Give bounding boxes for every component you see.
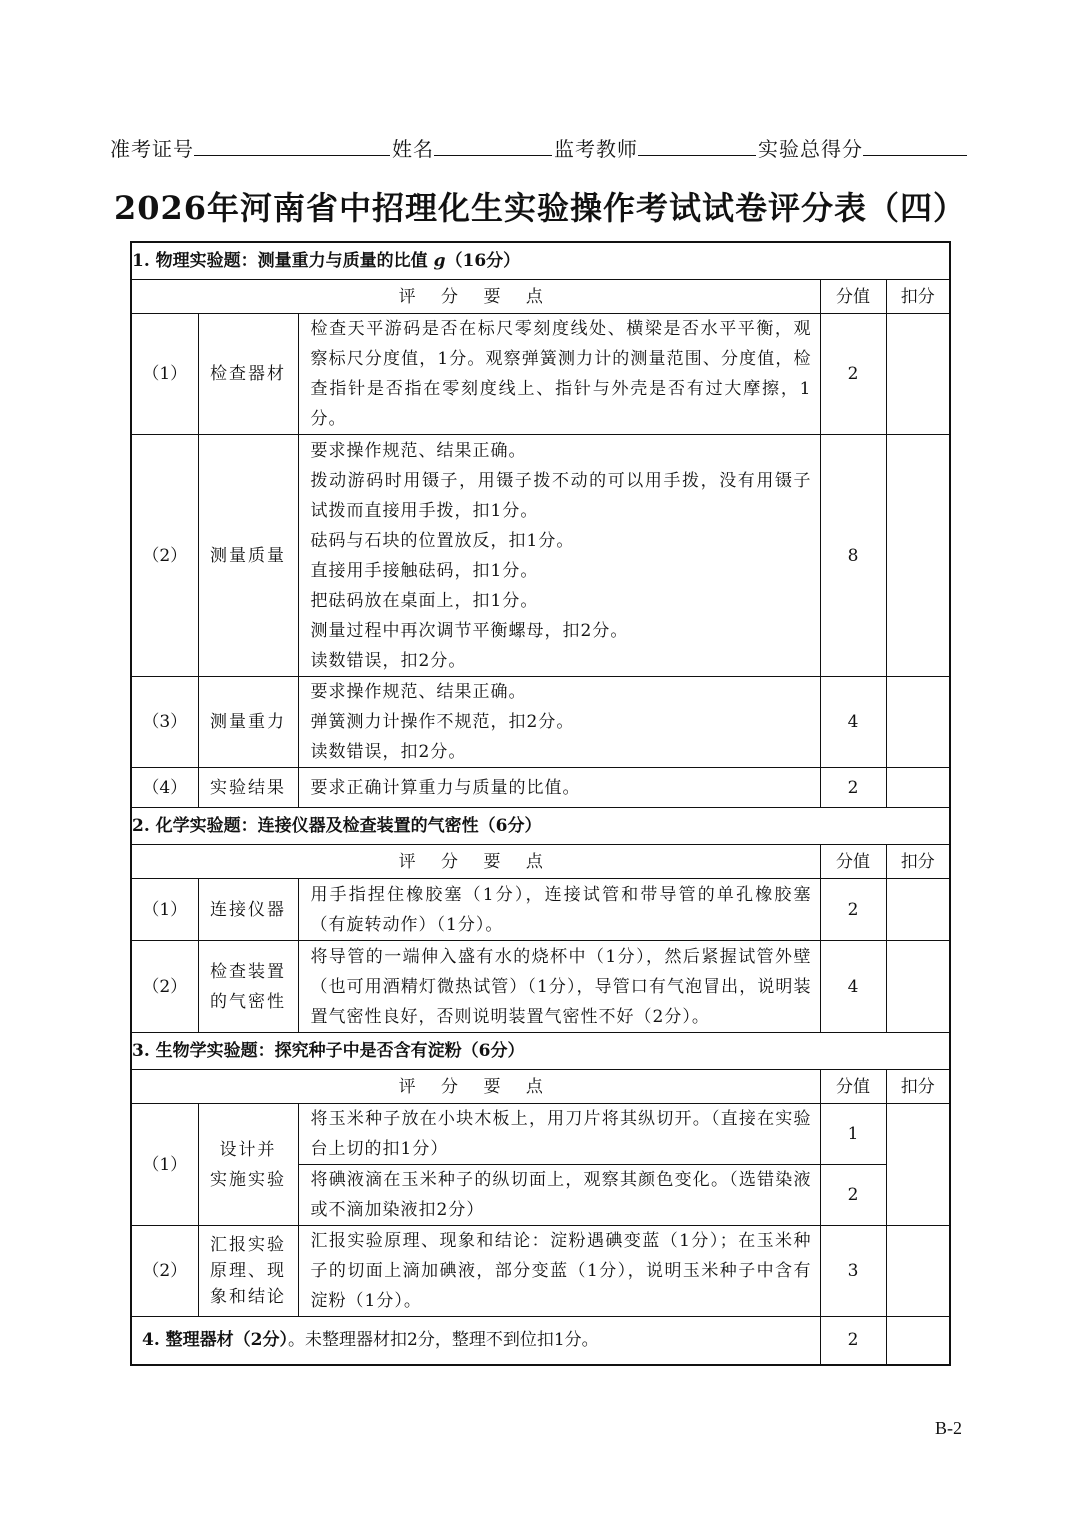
deduction-cell[interactable] [886,314,950,435]
physics-section-header [131,242,950,280]
description-line: 用手指捏住橡胶塞（1分），连接试管和带导管的单孔橡胶塞（有旋转动作）（1分）。 [310,884,812,935]
table-row [131,677,950,768]
row-score: 2 [820,768,886,808]
row-number: （1） [131,1104,198,1226]
row-item: 测量重力 [198,677,298,768]
row-description [298,941,820,1033]
score-header: 分值 [820,1070,886,1104]
exam-number-label: 准考证号 [110,137,194,161]
description-line: 要求正确计算重力与质量的比值。 [310,777,581,798]
score-header: 分值 [820,845,886,879]
row-description [298,768,820,808]
table-row [131,768,950,808]
header-fields [110,128,980,162]
deduction-cell[interactable] [886,879,950,941]
description-line: 弹簧测力计操作不规范，扣2分。 [310,712,575,732]
row-item: 检查器材 [198,314,298,435]
row-number: （1） [131,314,198,435]
name-label: 姓名 [392,137,434,161]
row-item: 实验结果 [198,768,298,808]
points-header: 评 分 要 点 [398,286,553,307]
row-description [298,879,820,941]
row-description [298,1165,820,1226]
biology-section-header [131,1033,950,1070]
deduction-cell[interactable] [886,1104,950,1226]
name-blank[interactable] [434,155,552,156]
points-header: 评 分 要 点 [398,851,553,872]
description-line: 拨动游码时用镊子，用镊子拨不动的可以用手拨，没有用镊子试拨而直接用手拨，扣1分。 [310,470,812,521]
row-description [298,314,820,435]
row-item [198,1104,298,1226]
description-line: 把砝码放在桌面上，扣1分。 [310,590,539,611]
row-number: （1） [131,879,198,941]
item-line: 检查装置 [210,961,286,982]
item-line: 汇报实验 [210,1235,286,1255]
page-title: 2026年河南省中招理化生实验操作考试试卷评分表（四） [113,189,967,227]
row-number: （4） [131,768,198,808]
row-description [298,1226,820,1317]
table-row [131,1104,950,1165]
deduction-cell[interactable] [886,1226,950,1317]
deduction-cell[interactable] [886,768,950,808]
row-score: 3 [820,1226,886,1317]
proctor-label: 监考教师 [554,137,638,161]
points-header: 评 分 要 点 [398,1076,553,1097]
row-item: 连接仪器 [198,879,298,941]
row-score: 2 [820,1165,886,1226]
deduction-cell[interactable] [886,435,950,677]
table-row [131,879,950,941]
description-line: 读数错误，扣2分。 [310,742,467,762]
physics-title-points: （16分） [445,251,521,271]
description-line: 直接用手接触砝码，扣1分。 [310,560,539,581]
description-line: 要求操作规范、结果正确。 [310,682,527,702]
row-number: （2） [131,1226,198,1317]
cleanup-title: 4. 整理器材（2分） [142,1330,288,1351]
physics-section-title: 1. 物理实验题：测量重力与质量的比值 [132,251,428,271]
description-line: 将导管的一端伸入盛有水的烧杯中（1分），然后紧握试管外壁（也可用酒精灯微热试管）（1分），导管口有气泡冒出，说明装置气密性良好，否则说明装置气密性不好（2分）。 [310,946,812,1027]
proctor-blank[interactable] [638,155,756,156]
description-line: 砝码与石块的位置放反，扣1分。 [310,530,575,551]
cleanup-rule: 。未整理器材扣2分，整理不到位扣1分。 [288,1330,599,1351]
row-number: （2） [131,435,198,677]
row-description [298,435,820,677]
table-row [131,435,950,677]
row-score: 2 [820,1317,886,1365]
biology-column-header [131,1070,950,1104]
scoring-table [130,241,951,1366]
cleanup-row [131,1317,950,1365]
table-row [131,941,950,1033]
deduction-cell[interactable] [886,677,950,768]
row-item [198,1226,298,1317]
row-description [298,1104,820,1165]
exam-number-blank[interactable] [194,155,390,156]
row-item [198,941,298,1033]
total-score-blank[interactable] [863,155,967,156]
item-line: 象和结论 [210,1287,286,1307]
deduction-cell[interactable] [886,941,950,1033]
row-score: 4 [820,941,886,1033]
physics-column-header [131,280,950,314]
table-row [131,1226,950,1317]
description-line: 汇报实验原理、现象和结论：淀粉遇碘变蓝（1分）；在玉米种子的切面上滴加碘液，部分变蓝（1分），说明玉米种子中含有淀粉（1分）。 [310,1231,812,1311]
deduct-header: 扣分 [886,1070,950,1104]
row-score: 8 [820,435,886,677]
total-score-label: 实验总得分 [758,137,863,161]
row-score: 4 [820,677,886,768]
description-line: 检查天平游码是否在标尺零刻度线处、横梁是否水平平衡，观察标尺分度值，1分。观察弹簧测力计的测量范围、分度值，检查指针是否指在零刻度线上、指针与外壳是否有过大摩擦，1分。 [310,319,812,429]
description-line: 测量过程中再次调节平衡螺母，扣2分。 [310,620,629,641]
score-header: 分值 [820,280,886,314]
row-number: （2） [131,941,198,1033]
item-line: 设计并 [219,1139,277,1160]
row-description [298,677,820,768]
physics-title-variable: g [433,251,446,271]
biology-section-title: 3. 生物学实验题：探究种子中是否含有淀粉（6分） [131,1033,950,1070]
description-line: 将碘液滴在玉米种子的纵切面上，观察其颜色变化。（选错染液或不滴加染液扣2分） [310,1170,812,1220]
deduction-cell[interactable] [886,1317,950,1365]
row-score: 1 [820,1104,886,1165]
chemistry-section-header [131,808,950,845]
item-line: 实施实验 [210,1169,286,1190]
description-line: 将玉米种子放在小块木板上，用刀片将其纵切开。（直接在实验台上切的扣1分） [310,1109,812,1159]
deduct-header: 扣分 [886,280,950,314]
row-score: 2 [820,879,886,941]
row-item: 测量质量 [198,435,298,677]
item-line: 的气密性 [210,991,286,1012]
row-number: （3） [131,677,198,768]
description-line: 读数错误，扣2分。 [310,650,467,671]
description-line: 要求操作规范、结果正确。 [310,440,527,461]
chemistry-column-header [131,845,950,879]
chemistry-section-title: 2. 化学实验题：连接仪器及检查装置的气密性（6分） [131,808,950,845]
item-line: 原理、现 [210,1261,286,1281]
table-row [131,314,950,435]
deduct-header: 扣分 [886,845,950,879]
row-score: 2 [820,314,886,435]
page-code: B-2 [935,1418,962,1438]
